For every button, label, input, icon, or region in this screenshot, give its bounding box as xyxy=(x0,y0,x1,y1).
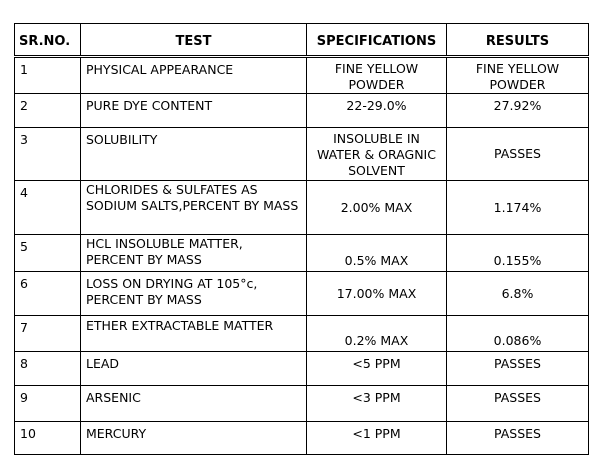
spec-cell: INSOLUBLE IN WATER & ORAGNIC SOLVENT xyxy=(307,128,447,181)
spec-cell: 0.2% MAX xyxy=(307,316,447,352)
spec-cell: FINE YELLOW POWDER xyxy=(307,57,447,94)
sr-no-cell: 8 xyxy=(15,352,81,386)
table-row xyxy=(15,316,589,352)
table-row xyxy=(15,386,589,422)
spec-cell: 0.5% MAX xyxy=(307,235,447,272)
result-cell: 1.174% xyxy=(447,181,589,235)
sr-no-cell: 7 xyxy=(15,316,81,352)
test-cell: MERCURY xyxy=(81,422,307,455)
spec-cell: 2.00% MAX xyxy=(307,181,447,235)
result-cell: 0.155% xyxy=(447,235,589,272)
test-cell: CHLORIDES & SULFATES AS SODIUM SALTS,PERCENT BY MASS xyxy=(81,181,307,235)
header-specifications: SPECIFICATIONS xyxy=(307,24,447,57)
table-row xyxy=(15,181,589,235)
header-sr-no: SR.NO. xyxy=(15,24,81,57)
test-cell: PHYSICAL APPEARANCE xyxy=(81,57,307,94)
header-results: RESULTS xyxy=(447,24,589,57)
table-header-row xyxy=(15,24,589,57)
result-cell: PASSES xyxy=(447,352,589,386)
test-cell: ETHER EXTRACTABLE MATTER xyxy=(81,316,307,352)
result-cell: PASSES xyxy=(447,128,589,181)
sr-no-cell: 5 xyxy=(15,235,81,272)
spec-cell: <5 PPM xyxy=(307,352,447,386)
sr-no-cell: 4 xyxy=(15,181,81,235)
test-cell: LEAD xyxy=(81,352,307,386)
header-test: TEST xyxy=(81,24,307,57)
table-row xyxy=(15,128,589,181)
sr-no-cell: 6 xyxy=(15,272,81,316)
spec-cell: <1 PPM xyxy=(307,422,447,455)
spec-cell: 17.00% MAX xyxy=(307,272,447,316)
table-row xyxy=(15,94,589,128)
test-cell: LOSS ON DRYING AT 105°c, PERCENT BY MASS xyxy=(81,272,307,316)
spec-cell: 22-29.0% xyxy=(307,94,447,128)
test-cell: PURE DYE CONTENT xyxy=(81,94,307,128)
test-cell: ARSENIC xyxy=(81,386,307,422)
result-cell: FINE YELLOW POWDER xyxy=(447,57,589,94)
sr-no-cell: 2 xyxy=(15,94,81,128)
result-cell: 6.8% xyxy=(447,272,589,316)
sr-no-cell: 3 xyxy=(15,128,81,181)
table-row xyxy=(15,272,589,316)
result-cell: 27.92% xyxy=(447,94,589,128)
test-cell: HCL INSOLUBLE MATTER, PERCENT BY MASS xyxy=(81,235,307,272)
table-row xyxy=(15,352,589,386)
sr-no-cell: 1 xyxy=(15,57,81,94)
spec-cell: <3 PPM xyxy=(307,386,447,422)
test-cell: SOLUBILITY xyxy=(81,128,307,181)
sr-no-cell: 9 xyxy=(15,386,81,422)
result-cell: 0.086% xyxy=(447,316,589,352)
table-row xyxy=(15,235,589,272)
result-cell: PASSES xyxy=(447,422,589,455)
sr-no-cell: 10 xyxy=(15,422,81,455)
table-row xyxy=(15,57,589,94)
test-results-table xyxy=(14,23,589,455)
table-row xyxy=(15,422,589,455)
result-cell: PASSES xyxy=(447,386,589,422)
